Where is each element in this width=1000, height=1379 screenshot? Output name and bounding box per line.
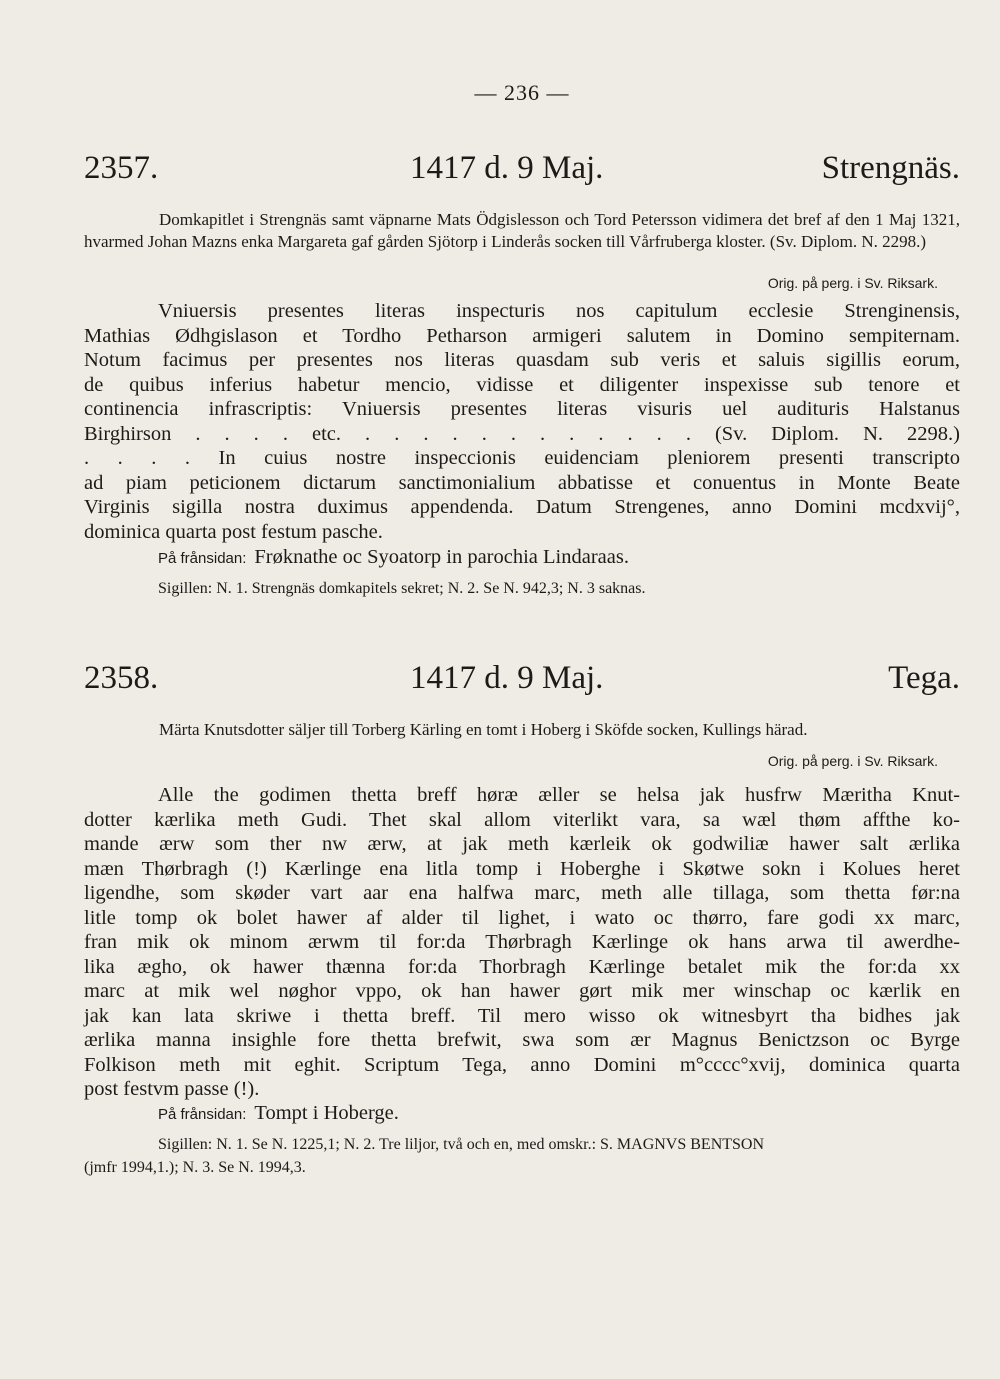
text-line: marc at mik wel nøghor vppo, ok han hawer gørt mik mer winschap oc kærlik en <box>84 980 960 1002</box>
origin-note: Orig. på perg. i Sv. Riksark. <box>767 753 938 769</box>
text-line: ærlika manna insighle fore thetta brefwit, swa som ær Magnus Benictzson oc Byrge <box>84 1029 960 1051</box>
fransidan-label: På frånsidan: <box>158 1106 247 1123</box>
text-line: continencia infrascriptis: Vniuersis presentes literas visuris uel audituris Halstanus <box>84 398 960 420</box>
entry-number: 2358. <box>84 660 159 696</box>
text-line: fran mik ok minom ærwm til for:da Thørbragh Kærlinge ok hans arwa til awerdhe- <box>84 931 960 953</box>
entry-date: 1417 d. 9 Maj. <box>410 150 604 186</box>
latin-text <box>84 783 960 1102</box>
seal-line: Sigillen: N. 1. Strengnäs domkapitels sekret; N. 2. Se N. 942,3; N. 3 saknas. <box>158 580 646 597</box>
fransidan-label: På frånsidan: <box>158 550 247 567</box>
text-line: post festvm passe (!). <box>84 1078 260 1100</box>
text-line: Alle the godimen thetta breff høræ æller se helsa jak husfrw Mæritha Knut- <box>158 784 960 806</box>
entry-header <box>84 150 960 190</box>
text-line: Vniuersis presentes literas inspecturis nos capitulum ecclesie Strenginensis, <box>158 300 960 322</box>
fransidan-note <box>158 1102 399 1125</box>
text-line: ligendhe, som skøder vart aar ena halfwa marc, meth alle tillaga, som thetta før:na <box>84 882 960 904</box>
text-line: Folkison meth mit eghit. Scriptum Tega, anno Domini m°cccc°xvij, dominica quarta <box>84 1053 960 1076</box>
fransidan-text: Tompt i Hoberge. <box>254 1102 399 1124</box>
text-line: dotter kærlika meth Gudi. Thet skal allom viterlikt vara, sa wæl thøm affthe ko- <box>84 808 960 831</box>
origin-note: Orig. på perg. i Sv. Riksark. <box>767 275 938 291</box>
entry-place: Tega. <box>888 660 960 696</box>
entry-header <box>84 660 960 700</box>
page-number: — 236 — <box>474 80 570 105</box>
text-line: de quibus inferius habetur mencio, vidisse et diligenter inspexisse sub tenore et <box>84 373 960 396</box>
entry-number: 2357. <box>84 150 159 186</box>
text-line: Virginis sigilla nostra duximus appendenda. Datum Strengenes, anno Domini mcdxvij°, <box>84 496 960 518</box>
fransidan-text: Frøknathe oc Syoatorp in parochia Lindaraas. <box>254 546 629 568</box>
seal-line: Sigillen: N. 1. Se N. 1225,1; N. 2. Tre liljor, två och en, med omskr.: S. MAGNVS BENTSON <box>158 1136 765 1153</box>
text-line: dominica quarta post festum pasche. <box>84 520 383 543</box>
text-line: mæn Thørbragh (!) Kærlinge ena litla tomp i Hoberghe i Skøtwe sokn i Kolues heret <box>84 857 960 880</box>
seal-note <box>84 577 960 600</box>
entry-place: Strengnäs. <box>821 150 960 186</box>
fransidan-note <box>158 546 629 569</box>
text-line: ad piam peticionem dictarum sanctimonialium abbatisse et conuentus in Monte Beate <box>84 471 960 494</box>
text-line: lika ægho, ok hawer thænna for:da Thorbragh Kærlinge betalet mik the for:da xx <box>84 955 960 978</box>
seal-note <box>84 1133 960 1179</box>
text-line: . . . . In cuius nostre inspeccionis euidenciam pleniorem presenti transcripto <box>84 447 960 469</box>
entry-summary: Domkapitlet i Strengnäs samt väpnarne Mats Ödgislesson och Tord Petersson vidimera det bref af den 1 Maj 1321, hvarmed Johan Mazns enka Margareta gaf gården Sjötorp i Linderås socken till Vårfruberga kloster. (Sv. Diplom. N. 2298.) <box>84 210 960 251</box>
text-line: Notum facimus per presentes nos literas quasdam sub veris et saluis sigillis eorum, <box>84 349 960 371</box>
text-line: Birghirson . . . . etc. . . . . . . . . . . . . (Sv. Diplom. N. 2298.) <box>84 422 960 445</box>
entry-summary: Märta Knutsdotter säljer till Torberg Kärling en tomt i Hoberg i Sköfde socken, Kullings härad. <box>159 720 808 739</box>
text-line: litle tomp ok bolet hawer af alder til lighet, i wato oc thørro, fare godi xx marc, <box>84 906 960 929</box>
entry-date: 1417 d. 9 Maj. <box>410 660 604 696</box>
latin-text <box>84 299 960 544</box>
text-line: jak kan lata skriwe i thetta breff. Til mero wisso ok witnesbyrt tha bidhes jak <box>84 1004 960 1027</box>
text-line: Mathias Ødhgislason et Tordho Petharson armigeri salutem in Domino sempiternam. <box>84 324 960 347</box>
text-line: mande ærw som ther nw ærw, at jak meth kærleik ok godwiliæ hawer salt ærlika <box>84 833 960 855</box>
seal-line: (jmfr 1994,1.); N. 3. Se N. 1994,3. <box>84 1159 306 1176</box>
